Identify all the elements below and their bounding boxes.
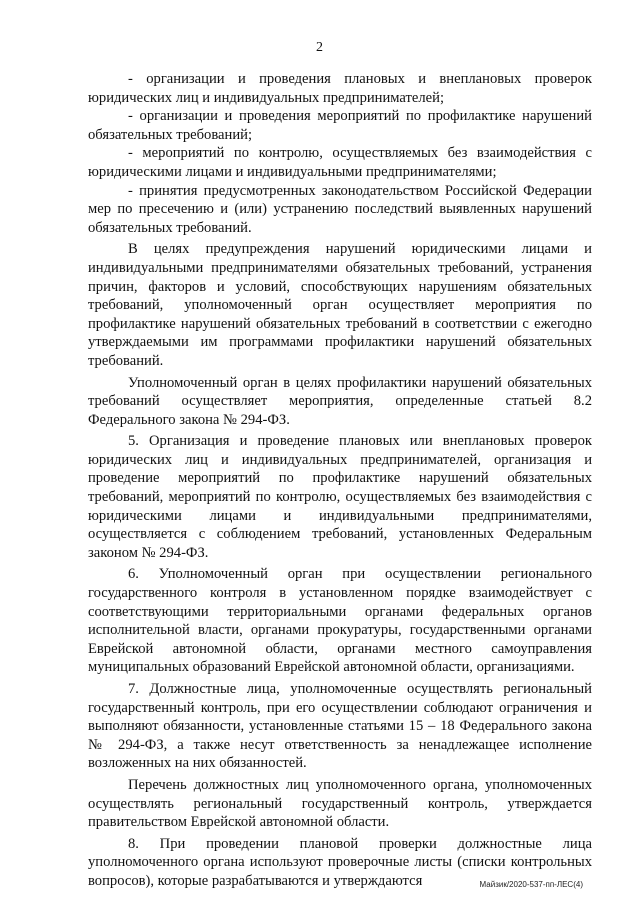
paragraph-7: 7. Должностные лица, уполномоченные осуществлять региональный государственный контроль, при его осуществлении соблюдают ограничения и выполняют обязанности, установленные статьями 15 – 18 Федерального закона № 294-ФЗ, а также несут ответственность за ненадлежащее исполнение возложенных на них обязанностей. (88, 681, 592, 772)
list-item-prevention-measures: - организации и проведения мероприятий по профилактике нарушений обязательных требований; (88, 108, 592, 143)
list-item-federation-measures: - принятия предусмотренных законодательством Российской Федерации мер по пресечению и (или) устранению последствий выявленных нарушений обязательных требований. (88, 182, 592, 236)
document-body (88, 70, 592, 891)
paragraph-6: 6. Уполномоченный орган при осуществлении регионального государственного контроля в установленном порядке взаимодействует с соответствующими территориальными органами федеральных органов исполнительной власти, органами прокуратуры, государственными органами Еврейской автономной области, органами местного самоуправления муниципальных образований Еврейской автономной области, организациями. (88, 566, 592, 676)
paragraph-5: 5. Организация и проведение плановых или внеплановых проверок юридических лиц и индивидуальных предпринимателей, организация и проведение мероприятий по профилактике нарушений обязательных требований, мероприятий по контролю, осуществляемых без взаимодействия с юридическими лицами и индивидуальными предпринимателями, осуществляется с соблюдением требований, установленных Федеральным законом № 294-ФЗ. (88, 433, 592, 561)
paragraph-8: 8. При проведении плановой проверки должностные лица уполномоченного органа используют проверочные листы (списки контрольных вопросов), которые разрабатываются и утверждаются (88, 835, 592, 889)
page-number: 2 (316, 40, 323, 55)
paragraph-article-8-2: Уполномоченный орган в целях профилактики нарушений обязательных требований осуществляет мероприятия, определенные статьей 8.2 Федерального закона № 294-ФЗ. (88, 374, 592, 428)
list-item-control-measures: - мероприятий по контролю, осуществляемых без взаимодействия с юридическими лицами и индивидуальными предпринимателями; (88, 145, 592, 180)
paragraph-prevention: В целях предупреждения нарушений юридическими лицами и индивидуальными предпринимателями обязательных требований, устранения причин, факторов и условий, способствующих нарушениям обязательных требований, уполномоченный орган осуществляет мероприятия по профилактике нарушений обязательных требований в соответствии с ежегодно утверждаемыми им программами профилактики нарушений обязательных требований. (88, 241, 592, 369)
paragraph-officials-list: Перечень должностных лиц уполномоченного органа, уполномоченных осуществлять региональный государственный контроль, утверждается правительством Еврейской автономной области. (88, 776, 592, 831)
list-item-inspections: - организации и проведения плановых и внеплановых проверок юридических лиц и индивидуальных предпринимателей; (88, 71, 592, 106)
document-code: Майзик/2020-537-пп-ЛЕС(4) (479, 880, 583, 889)
